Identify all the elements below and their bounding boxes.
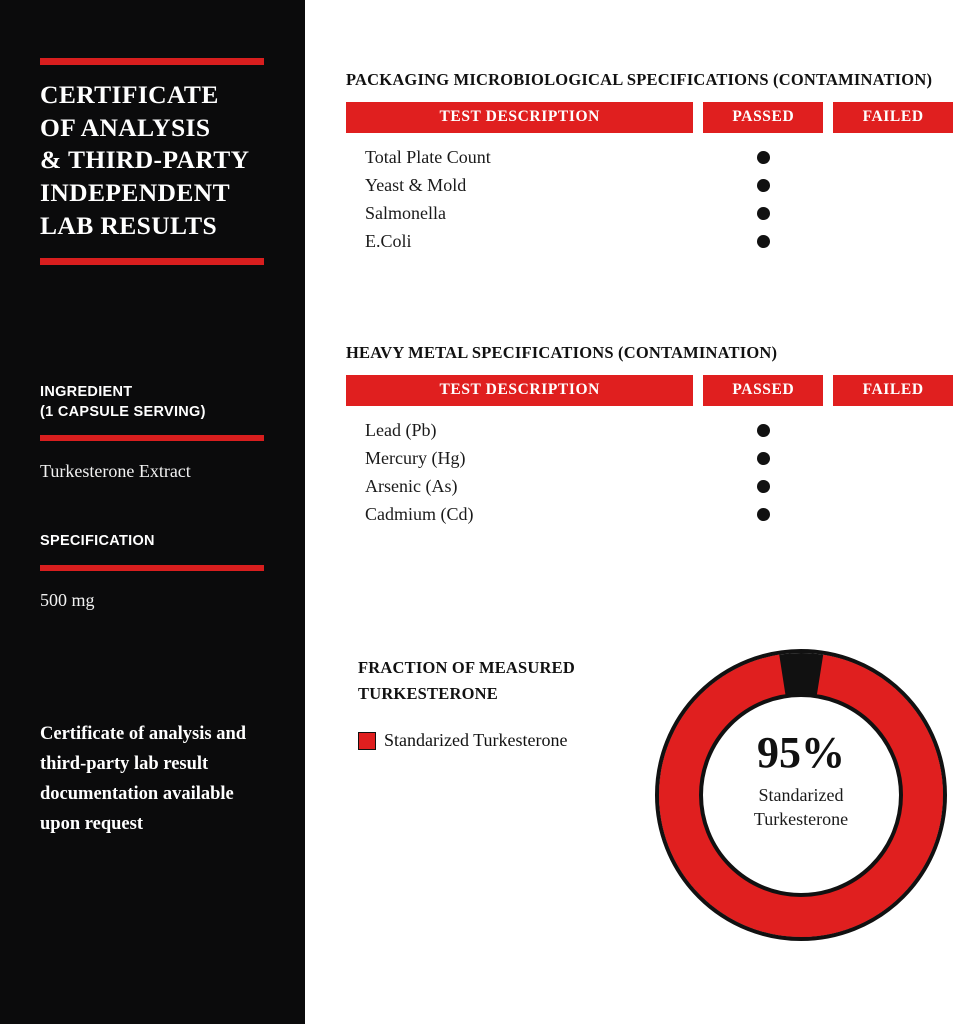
- failed-cell: [833, 452, 953, 465]
- column-header-test-description: TEST DESCRIPTION: [346, 375, 693, 406]
- table-row: [346, 199, 953, 227]
- specification-rule: [40, 565, 264, 571]
- page-title-line-2: OF ANALYSIS: [40, 112, 211, 142]
- donut-percentage: 95%: [757, 728, 845, 777]
- column-header-failed: FAILED: [833, 102, 953, 133]
- passed-dot-icon: [757, 480, 770, 493]
- passed-dot-icon: [757, 235, 770, 248]
- test-name: Salmonella: [365, 202, 446, 223]
- passed-cell: [703, 207, 823, 220]
- table-row: [346, 444, 953, 472]
- page-title-line-4: INDEPENDENT: [40, 177, 231, 207]
- ingredient-label-line-1: INGREDIENT: [40, 384, 133, 401]
- table-row: [346, 472, 953, 500]
- passed-cell: [703, 480, 823, 493]
- passed-cell: [703, 151, 823, 164]
- donut-center-label: [646, 783, 956, 832]
- page-title-line-1: CERTIFICATE: [40, 80, 219, 109]
- column-header-passed: PASSED: [703, 375, 823, 406]
- microbiological-section-title: PACKAGING MICROBIOLOGICAL SPECIFICATIONS (CONTAMINATION): [346, 70, 933, 89]
- failed-cell: [833, 480, 953, 493]
- test-name: Mercury (Hg): [365, 447, 466, 468]
- failed-cell: [833, 179, 953, 192]
- content-area: [305, 0, 962, 1024]
- microbiological-table-header: [346, 102, 953, 133]
- page-title: [40, 79, 265, 242]
- ingredient-label: [40, 383, 265, 422]
- donut-center-content: [646, 728, 956, 832]
- passed-dot-icon: [757, 179, 770, 192]
- failed-cell: [833, 207, 953, 220]
- passed-dot-icon: [757, 508, 770, 521]
- passed-cell: [703, 508, 823, 521]
- legend-label: Standarized Turkesterone: [384, 730, 568, 751]
- heavy-metal-section-title: HEAVY METAL SPECIFICATIONS (CONTAMINATION): [346, 343, 778, 362]
- test-name: Cadmium (Cd): [365, 503, 474, 524]
- failed-cell: [833, 424, 953, 437]
- passed-cell: [703, 235, 823, 248]
- test-name: E.Coli: [365, 230, 412, 251]
- passed-dot-icon: [757, 452, 770, 465]
- ingredient-label-line-2: (1 CAPSULE SERVING): [40, 403, 206, 420]
- microbiological-section: [346, 70, 953, 255]
- table-row: [346, 500, 953, 528]
- column-header-failed: FAILED: [833, 375, 953, 406]
- failed-cell: [833, 151, 953, 164]
- table-row: [346, 227, 953, 255]
- sidebar-title-rule: [40, 258, 264, 265]
- table-row: [346, 143, 953, 171]
- donut-chart-title: FRACTION OF MEASURED TURKESTERONE: [358, 658, 575, 703]
- test-name: Arsenic (As): [365, 475, 458, 496]
- passed-cell: [703, 179, 823, 192]
- passed-dot-icon: [757, 207, 770, 220]
- legend-swatch-icon: [358, 732, 376, 750]
- heavy-metal-table-body: [346, 416, 953, 528]
- heavy-metal-section: [346, 343, 953, 528]
- column-header-test-description: TEST DESCRIPTION: [346, 102, 693, 133]
- donut-chart: [646, 645, 956, 945]
- passed-dot-icon: [757, 424, 770, 437]
- donut-center-label-line-1: Standarized: [758, 785, 844, 805]
- passed-dot-icon: [757, 151, 770, 164]
- test-name: Lead (Pb): [365, 419, 437, 440]
- ingredient-value: Turkesterone Extract: [40, 461, 191, 482]
- passed-cell: [703, 424, 823, 437]
- table-row: [346, 171, 953, 199]
- sidebar-top-rule: [40, 58, 264, 65]
- passed-cell: [703, 452, 823, 465]
- test-name: Yeast & Mold: [365, 174, 467, 195]
- failed-cell: [833, 508, 953, 521]
- turkesterone-fraction-section: [346, 655, 953, 830]
- column-header-passed: PASSED: [703, 102, 823, 133]
- donut-center-label-line-2: Turkesterone: [753, 809, 849, 830]
- ingredient-rule: [40, 435, 264, 441]
- microbiological-table-body: [346, 143, 953, 255]
- page-title-line-5: LAB RESULTS: [40, 210, 218, 240]
- table-row: [346, 416, 953, 444]
- test-name: Total Plate Count: [365, 146, 491, 167]
- heavy-metal-table-header: [346, 375, 953, 406]
- specification-value: 500 mg: [40, 590, 95, 610]
- sidebar: [0, 0, 305, 1024]
- sidebar-note: Certificate of analysis and third-party lab result documentation available upon request: [40, 724, 247, 835]
- specification-label: SPECIFICATION: [40, 533, 155, 550]
- failed-cell: [833, 235, 953, 248]
- page-title-line-3: & THIRD-PARTY: [40, 145, 250, 175]
